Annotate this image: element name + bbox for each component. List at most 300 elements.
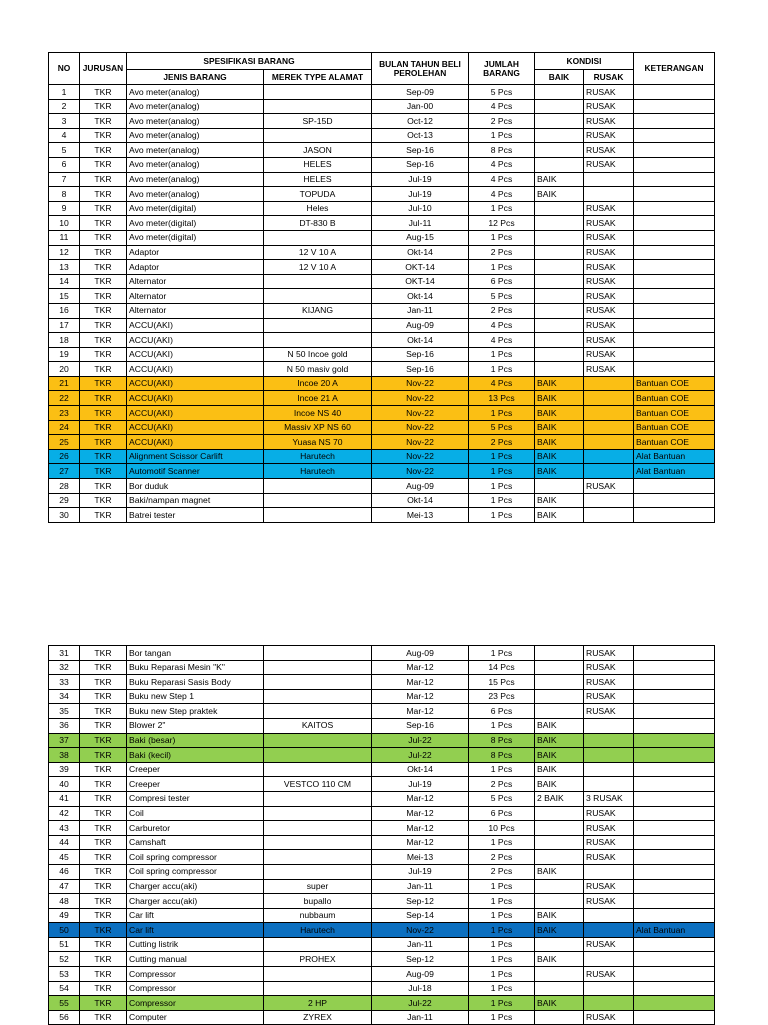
cell-bulan-tahun: Nov-22 bbox=[372, 376, 469, 391]
cell-jenis-barang: Baki (kecil) bbox=[127, 748, 264, 763]
cell-jenis-barang: Cutting manual bbox=[127, 952, 264, 967]
cell-keterangan bbox=[634, 303, 715, 318]
cell-merek-type bbox=[264, 675, 372, 690]
cell-kondisi-rusak bbox=[584, 777, 634, 792]
cell-jurusan: TKR bbox=[80, 391, 127, 406]
cell-jumlah: 1 Pcs bbox=[469, 508, 535, 523]
cell-jenis-barang: Avo meter(analog) bbox=[127, 128, 264, 143]
cell-jumlah: 2 Pcs bbox=[469, 245, 535, 260]
header-jurusan: JURUSAN bbox=[80, 53, 127, 85]
cell-jurusan: TKR bbox=[80, 143, 127, 158]
cell-jenis-barang: ACCU(AKI) bbox=[127, 347, 264, 362]
cell-keterangan bbox=[634, 333, 715, 348]
cell-no: 5 bbox=[49, 143, 80, 158]
cell-bulan-tahun: Mar-12 bbox=[372, 704, 469, 719]
cell-jurusan: TKR bbox=[80, 850, 127, 865]
cell-no: 42 bbox=[49, 806, 80, 821]
cell-no: 4 bbox=[49, 128, 80, 143]
cell-bulan-tahun: Mei-13 bbox=[372, 850, 469, 865]
cell-bulan-tahun: Nov-22 bbox=[372, 435, 469, 450]
cell-no: 56 bbox=[49, 1010, 80, 1025]
table-row bbox=[49, 289, 715, 304]
cell-jumlah: 1 Pcs bbox=[469, 908, 535, 923]
cell-no: 21 bbox=[49, 376, 80, 391]
cell-jurusan: TKR bbox=[80, 952, 127, 967]
cell-kondisi-baik bbox=[535, 85, 584, 100]
cell-jurusan: TKR bbox=[80, 908, 127, 923]
cell-no: 22 bbox=[49, 391, 80, 406]
table-row bbox=[49, 689, 715, 704]
cell-jurusan: TKR bbox=[80, 274, 127, 289]
cell-jurusan: TKR bbox=[80, 114, 127, 129]
table-row bbox=[49, 172, 715, 187]
cell-jenis-barang: Avo meter(analog) bbox=[127, 85, 264, 100]
cell-jumlah: 4 Pcs bbox=[469, 318, 535, 333]
cell-kondisi-baik: BAIK bbox=[535, 406, 584, 421]
cell-keterangan bbox=[634, 362, 715, 377]
cell-bulan-tahun: Sep-12 bbox=[372, 894, 469, 909]
cell-jurusan: TKR bbox=[80, 172, 127, 187]
cell-kondisi-rusak bbox=[584, 718, 634, 733]
cell-merek-type bbox=[264, 85, 372, 100]
cell-keterangan bbox=[634, 260, 715, 275]
cell-kondisi-rusak: RUSAK bbox=[584, 835, 634, 850]
cell-bulan-tahun: Jul-22 bbox=[372, 733, 469, 748]
cell-kondisi-rusak bbox=[584, 391, 634, 406]
cell-merek-type bbox=[264, 689, 372, 704]
cell-kondisi-baik bbox=[535, 201, 584, 216]
cell-kondisi-rusak: RUSAK bbox=[584, 114, 634, 129]
table-row bbox=[49, 981, 715, 996]
cell-jenis-barang: Batrei tester bbox=[127, 508, 264, 523]
cell-jumlah: 5 Pcs bbox=[469, 289, 535, 304]
cell-keterangan: Alat Bantuan bbox=[634, 449, 715, 464]
cell-merek-type: DT-830 B bbox=[264, 216, 372, 231]
cell-jumlah: 2 Pcs bbox=[469, 435, 535, 450]
cell-kondisi-rusak bbox=[584, 187, 634, 202]
cell-bulan-tahun: Okt-14 bbox=[372, 333, 469, 348]
cell-jurusan: TKR bbox=[80, 762, 127, 777]
cell-keterangan: Alat Bantuan bbox=[634, 464, 715, 479]
cell-keterangan bbox=[634, 157, 715, 172]
cell-kondisi-baik bbox=[535, 646, 584, 661]
cell-jurusan: TKR bbox=[80, 289, 127, 304]
cell-jurusan: TKR bbox=[80, 435, 127, 450]
cell-jenis-barang: Buku new Step praktek bbox=[127, 704, 264, 719]
table-row bbox=[49, 406, 715, 421]
cell-no: 43 bbox=[49, 821, 80, 836]
cell-jenis-barang: Automotif Scanner bbox=[127, 464, 264, 479]
cell-kondisi-rusak: RUSAK bbox=[584, 201, 634, 216]
cell-bulan-tahun: Mar-12 bbox=[372, 806, 469, 821]
cell-bulan-tahun: OKT-14 bbox=[372, 260, 469, 275]
cell-kondisi-baik: BAIK bbox=[535, 718, 584, 733]
cell-jurusan: TKR bbox=[80, 128, 127, 143]
table-row bbox=[49, 748, 715, 763]
cell-kondisi-baik: BAIK bbox=[535, 864, 584, 879]
cell-kondisi-baik bbox=[535, 704, 584, 719]
cell-jumlah: 4 Pcs bbox=[469, 172, 535, 187]
cell-jenis-barang: Alternator bbox=[127, 289, 264, 304]
cell-kondisi-rusak bbox=[584, 733, 634, 748]
cell-kondisi-rusak: RUSAK bbox=[584, 260, 634, 275]
cell-jumlah: 1 Pcs bbox=[469, 479, 535, 494]
table-row bbox=[49, 435, 715, 450]
table-row bbox=[49, 762, 715, 777]
cell-no: 19 bbox=[49, 347, 80, 362]
header-bulan: BULAN TAHUN BELI PEROLEHAN bbox=[372, 53, 469, 85]
cell-jumlah: 1 Pcs bbox=[469, 449, 535, 464]
cell-kondisi-rusak: RUSAK bbox=[584, 660, 634, 675]
cell-no: 52 bbox=[49, 952, 80, 967]
cell-kondisi-baik: BAIK bbox=[535, 493, 584, 508]
cell-keterangan: Alat Bantuan bbox=[634, 923, 715, 938]
table-row bbox=[49, 908, 715, 923]
cell-merek-type: Harutech bbox=[264, 464, 372, 479]
cell-jumlah: 8 Pcs bbox=[469, 733, 535, 748]
cell-kondisi-baik bbox=[535, 894, 584, 909]
cell-jenis-barang: ACCU(AKI) bbox=[127, 435, 264, 450]
cell-kondisi-baik bbox=[535, 157, 584, 172]
table-row bbox=[49, 1010, 715, 1025]
cell-jenis-barang: Avo meter(analog) bbox=[127, 143, 264, 158]
cell-merek-type bbox=[264, 981, 372, 996]
cell-kondisi-baik: BAIK bbox=[535, 449, 584, 464]
table-row bbox=[49, 201, 715, 216]
cell-no: 54 bbox=[49, 981, 80, 996]
table-row bbox=[49, 420, 715, 435]
cell-kondisi-baik bbox=[535, 675, 584, 690]
cell-jenis-barang: Avo meter(analog) bbox=[127, 187, 264, 202]
cell-kondisi-baik: BAIK bbox=[535, 435, 584, 450]
cell-kondisi-baik: BAIK bbox=[535, 420, 584, 435]
cell-jumlah: 2 Pcs bbox=[469, 114, 535, 129]
cell-jenis-barang: Adaptor bbox=[127, 245, 264, 260]
cell-jurusan: TKR bbox=[80, 894, 127, 909]
cell-keterangan: Bantuan COE bbox=[634, 391, 715, 406]
cell-merek-type: PROHEX bbox=[264, 952, 372, 967]
cell-kondisi-baik: BAIK bbox=[535, 376, 584, 391]
cell-kondisi-baik bbox=[535, 967, 584, 982]
cell-no: 7 bbox=[49, 172, 80, 187]
cell-jurusan: TKR bbox=[80, 464, 127, 479]
cell-bulan-tahun: Jan-11 bbox=[372, 879, 469, 894]
cell-jumlah: 1 Pcs bbox=[469, 937, 535, 952]
cell-bulan-tahun: Jul-22 bbox=[372, 996, 469, 1011]
cell-no: 47 bbox=[49, 879, 80, 894]
cell-jurusan: TKR bbox=[80, 508, 127, 523]
cell-kondisi-baik bbox=[535, 1010, 584, 1025]
cell-jenis-barang: Compressor bbox=[127, 981, 264, 996]
cell-bulan-tahun: Sep-16 bbox=[372, 347, 469, 362]
cell-kondisi-baik: BAIK bbox=[535, 391, 584, 406]
cell-no: 17 bbox=[49, 318, 80, 333]
cell-kondisi-baik bbox=[535, 937, 584, 952]
table-row bbox=[49, 646, 715, 661]
cell-keterangan bbox=[634, 689, 715, 704]
cell-keterangan bbox=[634, 187, 715, 202]
cell-jurusan: TKR bbox=[80, 981, 127, 996]
cell-keterangan bbox=[634, 821, 715, 836]
cell-kondisi-rusak bbox=[584, 762, 634, 777]
cell-jumlah: 1 Pcs bbox=[469, 230, 535, 245]
cell-merek-type: Incoe NS 40 bbox=[264, 406, 372, 421]
cell-kondisi-rusak bbox=[584, 508, 634, 523]
table-row bbox=[49, 303, 715, 318]
cell-no: 45 bbox=[49, 850, 80, 865]
cell-keterangan bbox=[634, 937, 715, 952]
cell-keterangan bbox=[634, 172, 715, 187]
cell-kondisi-baik bbox=[535, 835, 584, 850]
cell-kondisi-rusak bbox=[584, 172, 634, 187]
cell-kondisi-baik: BAIK bbox=[535, 923, 584, 938]
cell-merek-type: Harutech bbox=[264, 923, 372, 938]
cell-bulan-tahun: Sep-16 bbox=[372, 718, 469, 733]
cell-kondisi-baik bbox=[535, 362, 584, 377]
cell-bulan-tahun: Jan-00 bbox=[372, 99, 469, 114]
table-row bbox=[49, 996, 715, 1011]
cell-kondisi-baik: BAIK bbox=[535, 508, 584, 523]
cell-keterangan bbox=[634, 114, 715, 129]
cell-jenis-barang: Avo meter(digital) bbox=[127, 216, 264, 231]
cell-jumlah: 5 Pcs bbox=[469, 420, 535, 435]
cell-merek-type: Incoe 20 A bbox=[264, 376, 372, 391]
cell-kondisi-rusak: RUSAK bbox=[584, 99, 634, 114]
cell-jumlah: 15 Pcs bbox=[469, 675, 535, 690]
cell-merek-type bbox=[264, 493, 372, 508]
cell-merek-type bbox=[264, 733, 372, 748]
cell-no: 49 bbox=[49, 908, 80, 923]
cell-keterangan bbox=[634, 704, 715, 719]
cell-jurusan: TKR bbox=[80, 675, 127, 690]
cell-jumlah: 6 Pcs bbox=[469, 704, 535, 719]
cell-bulan-tahun: Mei-13 bbox=[372, 508, 469, 523]
cell-kondisi-baik: BAIK bbox=[535, 952, 584, 967]
cell-kondisi-rusak: RUSAK bbox=[584, 347, 634, 362]
cell-no: 31 bbox=[49, 646, 80, 661]
cell-jurusan: TKR bbox=[80, 303, 127, 318]
cell-kondisi-baik: BAIK bbox=[535, 908, 584, 923]
cell-jurusan: TKR bbox=[80, 479, 127, 494]
cell-jumlah: 1 Pcs bbox=[469, 406, 535, 421]
cell-keterangan bbox=[634, 347, 715, 362]
cell-merek-type: Incoe 21 A bbox=[264, 391, 372, 406]
cell-kondisi-baik bbox=[535, 245, 584, 260]
cell-bulan-tahun: Mar-12 bbox=[372, 660, 469, 675]
cell-keterangan bbox=[634, 675, 715, 690]
cell-keterangan bbox=[634, 508, 715, 523]
cell-keterangan bbox=[634, 99, 715, 114]
cell-jenis-barang: Alternator bbox=[127, 303, 264, 318]
cell-bulan-tahun: Aug-09 bbox=[372, 318, 469, 333]
cell-merek-type: nubbaum bbox=[264, 908, 372, 923]
cell-jumlah: 1 Pcs bbox=[469, 347, 535, 362]
table-row bbox=[49, 704, 715, 719]
cell-bulan-tahun: Sep-09 bbox=[372, 85, 469, 100]
cell-kondisi-rusak: RUSAK bbox=[584, 303, 634, 318]
cell-bulan-tahun: Jul-19 bbox=[372, 172, 469, 187]
cell-no: 48 bbox=[49, 894, 80, 909]
cell-merek-type bbox=[264, 333, 372, 348]
cell-jurusan: TKR bbox=[80, 646, 127, 661]
cell-kondisi-baik: BAIK bbox=[535, 762, 584, 777]
cell-kondisi-baik: BAIK bbox=[535, 733, 584, 748]
cell-keterangan: Bantuan COE bbox=[634, 420, 715, 435]
cell-jurusan: TKR bbox=[80, 230, 127, 245]
cell-jurusan: TKR bbox=[80, 821, 127, 836]
table-row bbox=[49, 879, 715, 894]
cell-merek-type: HELES bbox=[264, 172, 372, 187]
header-baik: BAIK bbox=[535, 70, 584, 85]
cell-kondisi-baik: BAIK bbox=[535, 996, 584, 1011]
cell-merek-type: 2 HP bbox=[264, 996, 372, 1011]
cell-kondisi-rusak: RUSAK bbox=[584, 850, 634, 865]
table-row bbox=[49, 864, 715, 879]
cell-keterangan bbox=[634, 996, 715, 1011]
cell-merek-type bbox=[264, 704, 372, 719]
cell-bulan-tahun: Mar-12 bbox=[372, 675, 469, 690]
cell-kondisi-baik: BAIK bbox=[535, 777, 584, 792]
cell-jenis-barang: Baki/nampan magnet bbox=[127, 493, 264, 508]
cell-bulan-tahun: Nov-22 bbox=[372, 923, 469, 938]
header-keterangan: KETERANGAN bbox=[634, 53, 715, 85]
cell-kondisi-baik bbox=[535, 128, 584, 143]
cell-jenis-barang: Compressor bbox=[127, 996, 264, 1011]
header-jumlah: JUMLAH BARANG bbox=[469, 53, 535, 85]
cell-jenis-barang: Alternator bbox=[127, 274, 264, 289]
cell-jenis-barang: Avo meter(analog) bbox=[127, 157, 264, 172]
cell-bulan-tahun: Nov-22 bbox=[372, 406, 469, 421]
cell-kondisi-rusak: RUSAK bbox=[584, 245, 634, 260]
cell-kondisi-rusak: RUSAK bbox=[584, 157, 634, 172]
cell-bulan-tahun: Aug-09 bbox=[372, 646, 469, 661]
cell-kondisi-baik bbox=[535, 114, 584, 129]
cell-kondisi-rusak: RUSAK bbox=[584, 879, 634, 894]
cell-no: 15 bbox=[49, 289, 80, 304]
cell-no: 10 bbox=[49, 216, 80, 231]
cell-keterangan bbox=[634, 762, 715, 777]
cell-merek-type bbox=[264, 850, 372, 865]
cell-bulan-tahun: Oct-13 bbox=[372, 128, 469, 143]
cell-kondisi-rusak: RUSAK bbox=[584, 362, 634, 377]
table-row bbox=[49, 675, 715, 690]
cell-keterangan bbox=[634, 791, 715, 806]
table-row bbox=[49, 508, 715, 523]
cell-kondisi-baik bbox=[535, 333, 584, 348]
cell-jenis-barang: ACCU(AKI) bbox=[127, 362, 264, 377]
cell-jurusan: TKR bbox=[80, 864, 127, 879]
inventory-table-1-body bbox=[49, 85, 715, 523]
cell-keterangan bbox=[634, 879, 715, 894]
cell-kondisi-rusak bbox=[584, 493, 634, 508]
cell-jenis-barang: ACCU(AKI) bbox=[127, 391, 264, 406]
table-row bbox=[49, 733, 715, 748]
cell-keterangan bbox=[634, 318, 715, 333]
cell-jumlah: 1 Pcs bbox=[469, 996, 535, 1011]
cell-bulan-tahun: Jan-11 bbox=[372, 303, 469, 318]
cell-kondisi-rusak bbox=[584, 981, 634, 996]
table-row bbox=[49, 128, 715, 143]
cell-keterangan: Bantuan COE bbox=[634, 406, 715, 421]
cell-kondisi-rusak bbox=[584, 449, 634, 464]
cell-jurusan: TKR bbox=[80, 879, 127, 894]
cell-jurusan: TKR bbox=[80, 347, 127, 362]
cell-jumlah: 1 Pcs bbox=[469, 967, 535, 982]
cell-jurusan: TKR bbox=[80, 333, 127, 348]
table-row bbox=[49, 479, 715, 494]
cell-keterangan bbox=[634, 479, 715, 494]
cell-bulan-tahun: Jul-19 bbox=[372, 777, 469, 792]
cell-kondisi-rusak: 3 RUSAK bbox=[584, 791, 634, 806]
cell-kondisi-baik bbox=[535, 216, 584, 231]
cell-bulan-tahun: Mar-12 bbox=[372, 821, 469, 836]
cell-no: 55 bbox=[49, 996, 80, 1011]
cell-bulan-tahun: Aug-09 bbox=[372, 967, 469, 982]
cell-merek-type: super bbox=[264, 879, 372, 894]
cell-jurusan: TKR bbox=[80, 99, 127, 114]
cell-jenis-barang: Camshaft bbox=[127, 835, 264, 850]
cell-kondisi-baik bbox=[535, 821, 584, 836]
cell-jumlah: 1 Pcs bbox=[469, 128, 535, 143]
cell-jumlah: 4 Pcs bbox=[469, 187, 535, 202]
cell-jenis-barang: Charger accu(aki) bbox=[127, 894, 264, 909]
cell-kondisi-baik bbox=[535, 879, 584, 894]
cell-no: 16 bbox=[49, 303, 80, 318]
cell-jumlah: 12 Pcs bbox=[469, 216, 535, 231]
cell-bulan-tahun: Aug-09 bbox=[372, 479, 469, 494]
cell-no: 36 bbox=[49, 718, 80, 733]
cell-jumlah: 14 Pcs bbox=[469, 660, 535, 675]
cell-kondisi-rusak: RUSAK bbox=[584, 967, 634, 982]
cell-jumlah: 8 Pcs bbox=[469, 748, 535, 763]
cell-jenis-barang: Computer bbox=[127, 1010, 264, 1025]
cell-kondisi-baik bbox=[535, 303, 584, 318]
cell-jumlah: 5 Pcs bbox=[469, 85, 535, 100]
cell-merek-type: Harutech bbox=[264, 449, 372, 464]
table-row bbox=[49, 376, 715, 391]
cell-keterangan bbox=[634, 230, 715, 245]
cell-kondisi-rusak: RUSAK bbox=[584, 646, 634, 661]
cell-keterangan: Bantuan COE bbox=[634, 376, 715, 391]
cell-merek-type: Heles bbox=[264, 201, 372, 216]
cell-kondisi-rusak: RUSAK bbox=[584, 274, 634, 289]
cell-merek-type: VESTCO 110 CM bbox=[264, 777, 372, 792]
cell-kondisi-rusak: RUSAK bbox=[584, 85, 634, 100]
cell-jumlah: 13 Pcs bbox=[469, 391, 535, 406]
cell-bulan-tahun: Okt-14 bbox=[372, 493, 469, 508]
cell-merek-type bbox=[264, 646, 372, 661]
cell-keterangan bbox=[634, 981, 715, 996]
cell-jenis-barang: Avo meter(analog) bbox=[127, 99, 264, 114]
cell-jumlah: 1 Pcs bbox=[469, 923, 535, 938]
cell-jurusan: TKR bbox=[80, 791, 127, 806]
table-row bbox=[49, 660, 715, 675]
cell-kondisi-rusak bbox=[584, 908, 634, 923]
cell-no: 35 bbox=[49, 704, 80, 719]
cell-jurusan: TKR bbox=[80, 718, 127, 733]
cell-jenis-barang: Buku Reparasi Mesin "K" bbox=[127, 660, 264, 675]
cell-jumlah: 1 Pcs bbox=[469, 646, 535, 661]
cell-jumlah: 1 Pcs bbox=[469, 464, 535, 479]
cell-bulan-tahun: Sep-16 bbox=[372, 362, 469, 377]
cell-merek-type bbox=[264, 128, 372, 143]
cell-jenis-barang: Compresi tester bbox=[127, 791, 264, 806]
cell-bulan-tahun: Sep-16 bbox=[372, 157, 469, 172]
cell-bulan-tahun: Okt-14 bbox=[372, 245, 469, 260]
cell-jurusan: TKR bbox=[80, 704, 127, 719]
cell-kondisi-baik bbox=[535, 318, 584, 333]
cell-jurusan: TKR bbox=[80, 967, 127, 982]
